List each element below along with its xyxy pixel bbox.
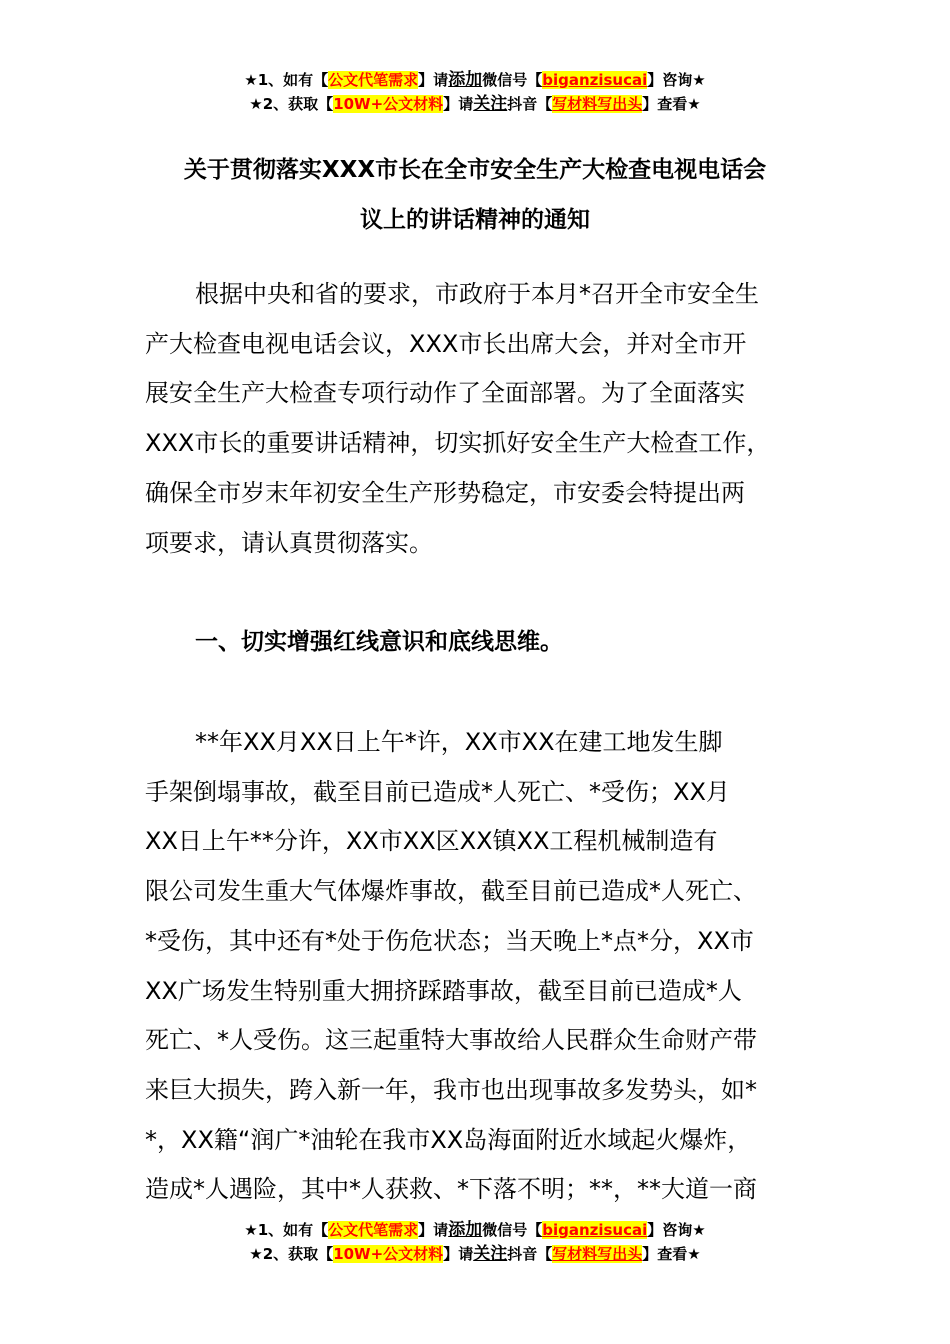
section-heading-1: 一、切实增强红线意识和底线思维。 [195, 629, 563, 655]
banner-line-2: ★2、获取【10W+公文材料】请关注抖音【写材料写出头】查看★ [249, 1244, 701, 1264]
banner-line-2: ★2、获取【10W+公文材料】请关注抖音【写材料写出头】查看★ [249, 94, 701, 114]
footer-banner [0, 1218, 950, 1266]
paragraph-1: 根据中央和省的要求，市政府于本月*召开全市安全生 产大检查电视电话会议，XXX市长出席大会，并对全市开 展安全生产大检查专项行动作了全面部署。为了全面落实 XXX市长的重要讲话精神，切实抓好安全生产大检查工作， 确保全市岁末年初安全生产形势稳定，市安委会特提出两 项要求，请认真贯彻落实。 [145, 280, 771, 557]
banner-line-1: ★1、如有【公文代笔需求】请添加微信号【biganzisucai】咨询★ [244, 70, 706, 90]
paragraph-2: **年XX月XX日上午*许，XX市XX在建工地发生脚 手架倒塌事故，截至目前已造成*人死亡、*受伤；XX月 XX日上午**分许，XX市XX区XX镇XX工程机械制造有 限公司发生重大气体爆炸事故，截至目前已造成*人死亡、 *受伤，其中还有*处于伤危状态；当天晚上*点*分，XX市 XX广场发生特别重大拥挤踩踏事故，截至目前已造成*人 死亡、*人受伤。这三起重特大事故给人民群众生命财产带 来巨大损失，跨入新一年，我市也出现事故多发势头，如* *，XX籍“润广*油轮在我市XX岛海面附近水域起火爆炸， 造成*人遇险，其中*人获救、*下落不明；**，**大道一商 [145, 728, 757, 1204]
header-banner [0, 68, 950, 116]
document-title: 关于贯彻落实XXX市长在全市安全生产大检查电视电话会 议上的讲话精神的通知 [183, 157, 767, 233]
banner-line-1: ★1、如有【公文代笔需求】请添加微信号【biganzisucai】咨询★ [244, 1220, 706, 1240]
